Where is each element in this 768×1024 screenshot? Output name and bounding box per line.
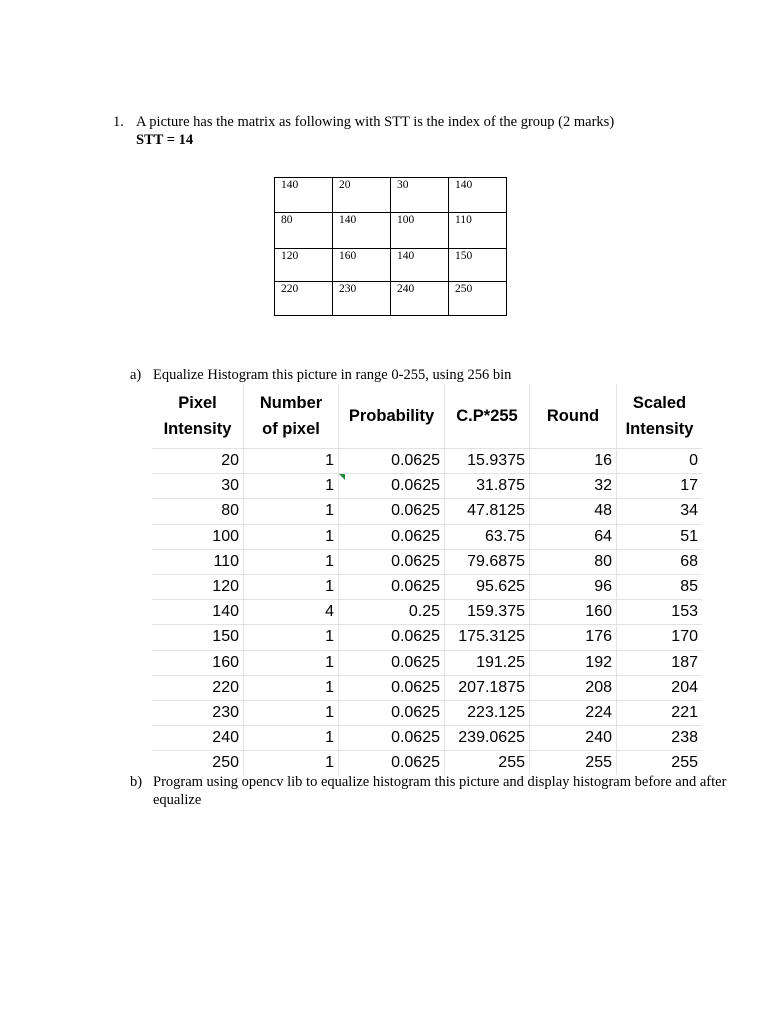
table-cell-scaled-intensity — [617, 549, 703, 574]
table-cell-scaled-intensity — [617, 574, 703, 599]
cell-value: 160 — [585, 603, 612, 621]
cell-value: 170 — [671, 628, 698, 646]
header-number-of-pixel — [244, 384, 339, 449]
table-row — [152, 625, 702, 650]
header-probability — [339, 384, 445, 449]
cell-value: 230 — [212, 703, 239, 721]
table-cell-pixel-intensity — [152, 751, 244, 776]
cell-value: 0.25 — [408, 603, 440, 621]
table-cell-pixel-intensity — [152, 499, 244, 524]
matrix-cell: 160 — [333, 249, 391, 282]
cell-value: 0 — [689, 452, 698, 470]
part-b-label: b) — [130, 774, 143, 790]
cell-value: 120 — [212, 578, 239, 596]
table-cell-round — [530, 726, 617, 751]
matrix-cell: 140 — [275, 178, 333, 213]
cell-value: 16 — [594, 452, 612, 470]
cell-value: 20 — [221, 452, 239, 470]
table-cell-number-of-pixel — [244, 474, 339, 499]
table-row — [152, 524, 702, 549]
cell-value: 160 — [212, 653, 239, 671]
histogram-table — [152, 384, 702, 775]
header-line: Intensity — [163, 420, 232, 438]
table-cell-cp255 — [445, 549, 530, 574]
table-cell-cp255 — [445, 726, 530, 751]
cell-value: 220 — [212, 678, 239, 696]
cell-value: 68 — [680, 552, 698, 570]
cell-value: 175.3125 — [458, 628, 525, 646]
part-b-text: Program using opencv lib to equalize histogram this picture and display histogram before and after equalize — [153, 774, 727, 808]
cell-value: 0.0625 — [391, 754, 440, 772]
part-a-label: a) — [130, 367, 142, 383]
table-cell-number-of-pixel — [244, 524, 339, 549]
header-cp255 — [445, 384, 530, 449]
table-cell-cp255 — [445, 700, 530, 725]
cell-value: 239.0625 — [458, 729, 525, 747]
pixel-matrix — [274, 177, 507, 316]
table-cell-scaled-intensity — [617, 650, 703, 675]
cell-value: 96 — [594, 578, 612, 596]
table-cell-pixel-intensity — [152, 574, 244, 599]
table-cell-probability — [339, 524, 445, 549]
table-cell-scaled-intensity — [617, 625, 703, 650]
cell-value: 159.375 — [467, 603, 525, 621]
table-cell-scaled-intensity — [617, 499, 703, 524]
header-line: of pixel — [262, 420, 320, 438]
matrix-cell: 220 — [275, 282, 333, 316]
cell-value: 80 — [221, 502, 239, 520]
table-cell-number-of-pixel — [244, 549, 339, 574]
matrix-cell: 80 — [275, 213, 333, 249]
table-cell-scaled-intensity — [617, 474, 703, 499]
matrix-cell: 140 — [333, 213, 391, 249]
table-cell-cp255 — [445, 625, 530, 650]
cell-value: 1 — [325, 754, 334, 772]
table-cell-number-of-pixel — [244, 499, 339, 524]
table-cell-pixel-intensity — [152, 726, 244, 751]
cell-value: 85 — [680, 578, 698, 596]
cell-value: 17 — [680, 477, 698, 495]
cell-value: 47.8125 — [467, 502, 525, 520]
header-line: Round — [546, 407, 600, 425]
table-cell-cp255 — [445, 751, 530, 776]
table-cell-round — [530, 675, 617, 700]
table-cell-cp255 — [445, 499, 530, 524]
cell-value: 240 — [212, 729, 239, 747]
cell-value: 15.9375 — [467, 452, 525, 470]
cell-value: 0.0625 — [391, 527, 440, 545]
cell-value: 187 — [671, 653, 698, 671]
cell-value: 150 — [212, 628, 239, 646]
cell-value: 1 — [325, 477, 334, 495]
cell-value: 250 — [212, 754, 239, 772]
cell-value: 255 — [671, 754, 698, 772]
table-cell-round — [530, 449, 617, 474]
cell-value: 1 — [325, 628, 334, 646]
table-cell-number-of-pixel — [244, 574, 339, 599]
table-cell-probability — [339, 499, 445, 524]
cell-value: 0.0625 — [391, 552, 440, 570]
table-cell-round — [530, 549, 617, 574]
matrix-row — [275, 249, 507, 282]
header-round — [530, 384, 617, 449]
table-cell-scaled-intensity — [617, 700, 703, 725]
cell-value: 1 — [325, 578, 334, 596]
table-cell-probability — [339, 751, 445, 776]
part-a-text: Equalize Histogram this picture in range 0-255, using 256 bin — [153, 367, 512, 383]
cell-value: 63.75 — [484, 527, 525, 545]
table-cell-cp255 — [445, 474, 530, 499]
table-cell-probability — [339, 675, 445, 700]
table-row — [152, 499, 702, 524]
table-cell-number-of-pixel — [244, 600, 339, 625]
table-cell-number-of-pixel — [244, 650, 339, 675]
header-pixel-intensity — [152, 384, 244, 449]
table-cell-scaled-intensity — [617, 751, 703, 776]
table-row — [152, 449, 702, 474]
table-cell-pixel-intensity — [152, 449, 244, 474]
table-cell-round — [530, 700, 617, 725]
matrix-cell: 150 — [449, 249, 507, 282]
cell-value: 0.0625 — [391, 628, 440, 646]
table-row — [152, 474, 702, 499]
cell-value: 48 — [594, 502, 612, 520]
table-cell-pixel-intensity — [152, 524, 244, 549]
cell-value: 255 — [498, 754, 525, 772]
table-cell-round — [530, 524, 617, 549]
cell-value: 221 — [671, 703, 698, 721]
matrix-row — [275, 213, 507, 249]
cell-value: 31.875 — [476, 477, 525, 495]
matrix-cell: 250 — [449, 282, 507, 316]
table-cell-round — [530, 600, 617, 625]
cell-value: 153 — [671, 603, 698, 621]
matrix-cell: 30 — [391, 178, 449, 213]
table-row — [152, 600, 702, 625]
table-cell-probability — [339, 726, 445, 751]
cell-value: 1 — [325, 552, 334, 570]
matrix-cell: 110 — [449, 213, 507, 249]
table-cell-probability — [339, 625, 445, 650]
cell-value: 79.6875 — [467, 552, 525, 570]
matrix-cell: 240 — [391, 282, 449, 316]
table-cell-probability — [339, 474, 445, 499]
header-line: Intensity — [625, 420, 694, 438]
table-cell-scaled-intensity — [617, 524, 703, 549]
table-cell-number-of-pixel — [244, 675, 339, 700]
table-cell-pixel-intensity — [152, 650, 244, 675]
matrix-row — [275, 282, 507, 316]
cell-value: 1 — [325, 502, 334, 520]
cell-value: 110 — [213, 552, 239, 570]
cell-value: 204 — [671, 678, 698, 696]
cell-value: 207.1875 — [458, 678, 525, 696]
table-row — [152, 549, 702, 574]
table-cell-pixel-intensity — [152, 600, 244, 625]
header-line: Probability — [348, 407, 435, 425]
cell-value: 100 — [212, 527, 239, 545]
table-cell-cp255 — [445, 675, 530, 700]
cell-value: 224 — [585, 703, 612, 721]
table-row — [152, 574, 702, 599]
cell-value: 0.0625 — [391, 578, 440, 596]
part-b — [130, 773, 730, 809]
table-cell-round — [530, 751, 617, 776]
cell-value: 1 — [325, 653, 334, 671]
cell-value: 223.125 — [467, 703, 525, 721]
cell-value: 30 — [221, 477, 239, 495]
cell-value: 0.0625 — [391, 678, 440, 696]
table-cell-probability — [339, 600, 445, 625]
table-cell-number-of-pixel — [244, 625, 339, 650]
table-cell-probability — [339, 574, 445, 599]
matrix-cell: 100 — [391, 213, 449, 249]
table-cell-cp255 — [445, 574, 530, 599]
cell-value: 140 — [212, 603, 239, 621]
table-cell-number-of-pixel — [244, 751, 339, 776]
table-cell-round — [530, 625, 617, 650]
question-text: A picture has the matrix as following with STT is the index of the group (2 marks) — [136, 114, 615, 130]
matrix-cell: 140 — [449, 178, 507, 213]
cell-value: 1 — [325, 678, 334, 696]
table-cell-number-of-pixel — [244, 726, 339, 751]
header-line: Number — [259, 394, 323, 412]
table-row — [152, 700, 702, 725]
matrix-cell: 20 — [333, 178, 391, 213]
table-cell-number-of-pixel — [244, 700, 339, 725]
table-cell-scaled-intensity — [617, 449, 703, 474]
table-cell-scaled-intensity — [617, 726, 703, 751]
question-number: 1. — [113, 114, 124, 130]
table-cell-probability — [339, 700, 445, 725]
cell-value: 0.0625 — [391, 729, 440, 747]
cell-value: 176 — [585, 628, 612, 646]
cell-value: 208 — [585, 678, 612, 696]
table-cell-pixel-intensity — [152, 700, 244, 725]
matrix-row — [275, 178, 507, 213]
table-cell-cp255 — [445, 650, 530, 675]
matrix-cell: 140 — [391, 249, 449, 282]
table-row — [152, 751, 702, 776]
table-cell-probability — [339, 650, 445, 675]
cell-value: 240 — [585, 729, 612, 747]
table-cell-scaled-intensity — [617, 675, 703, 700]
cell-value: 192 — [585, 653, 612, 671]
table-cell-pixel-intensity — [152, 549, 244, 574]
table-row — [152, 650, 702, 675]
table-cell-cp255 — [445, 600, 530, 625]
table-cell-round — [530, 650, 617, 675]
cell-value: 4 — [325, 603, 334, 621]
cell-value: 0.0625 — [391, 452, 440, 470]
table-row — [152, 675, 702, 700]
table-cell-round — [530, 499, 617, 524]
cell-value: 191.25 — [476, 653, 525, 671]
header-line: Scaled — [632, 394, 687, 412]
table-cell-probability — [339, 449, 445, 474]
matrix-cell: 230 — [333, 282, 391, 316]
cell-value: 80 — [594, 552, 612, 570]
stt-label: STT = 14 — [136, 132, 194, 148]
cell-value: 1 — [325, 452, 334, 470]
cell-value: 95.625 — [476, 578, 525, 596]
header-line: Pixel — [178, 394, 217, 412]
table-cell-pixel-intensity — [152, 625, 244, 650]
table-cell-pixel-intensity — [152, 474, 244, 499]
table-cell-scaled-intensity — [617, 600, 703, 625]
table-cell-round — [530, 574, 617, 599]
cell-value: 34 — [680, 502, 698, 520]
cell-value: 0.0625 — [391, 477, 440, 495]
table-cell-number-of-pixel — [244, 449, 339, 474]
header-scaled-intensity — [617, 384, 703, 449]
cell-value: 32 — [594, 477, 612, 495]
cell-value: 0.0625 — [391, 653, 440, 671]
cell-value: 0.0625 — [391, 703, 440, 721]
table-cell-pixel-intensity — [152, 675, 244, 700]
table-row — [152, 726, 702, 751]
cell-value: 0.0625 — [391, 502, 440, 520]
header-line: C.P*255 — [456, 407, 518, 425]
cell-value: 1 — [325, 703, 334, 721]
cell-value: 1 — [325, 527, 334, 545]
matrix-cell: 120 — [275, 249, 333, 282]
cell-value: 238 — [671, 729, 698, 747]
cell-value: 64 — [594, 527, 612, 545]
table-cell-cp255 — [445, 524, 530, 549]
table-cell-probability — [339, 549, 445, 574]
cell-value: 255 — [585, 754, 612, 772]
table-cell-round — [530, 474, 617, 499]
table-cell-cp255 — [445, 449, 530, 474]
cell-value: 1 — [325, 729, 334, 747]
cell-value: 51 — [680, 527, 698, 545]
